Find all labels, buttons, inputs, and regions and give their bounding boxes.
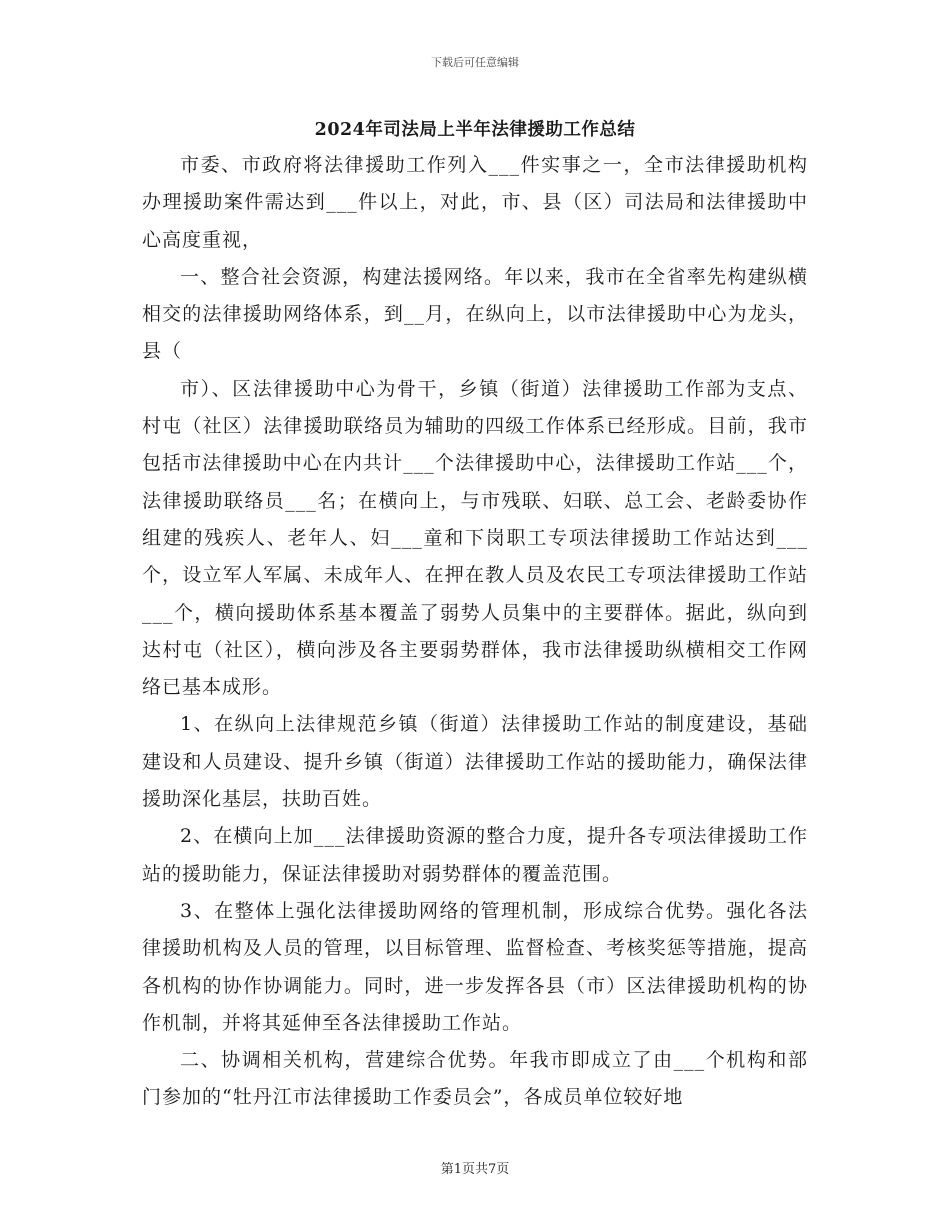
document-body bbox=[142, 147, 808, 1117]
paragraph-intro: 市委、市政府将法律援助工作列入___件实事之一，全市法律援助机构办理援助案件需达到___件以上，对此，市、县（区）司法局和法律援助中心高度重视， bbox=[142, 154, 808, 251]
paragraph-item-3: 3、在整体上强化法律援助网络的管理机制，形成综合优势。强化各法律援助机构及人员的管理，以目标管理、监督检查、考核奖惩等措施，提高各机构的协作协调能力。同时，进一步发挥各县（市）区法律援助机构的协作机制，并将其延伸至各法律援助工作站。 bbox=[142, 899, 808, 1034]
paragraph-section-1-continued: 市）、区法律援助中心为骨干，乡镇（街道）法律援助工作部为支点、村屯（社区）法律援助联络员为辅助的四级工作体系已经形成。目前，我市包括市法律援助中心在内共计___个法律援助中心，法律援助工作站___个，法律援助联络员___名；在横向上，与市残联、妇联、总工会、老龄委协作组建的残疾人、老年人、妇___童和下岗职工专项法律援助工作站达到___个，设立军人军属、未成年人、在押在教人员及农民工专项法律援助工作站___个，横向援助体系基本覆盖了弱势人员集中的主要群体。据此，纵向到达村屯（社区），横向涉及各主要弱势群体，我市法律援助纵横相交工作网络已基本成形。 bbox=[142, 377, 808, 699]
paragraph-section-2: 二、协调相关机构，营建综合优势。年我市即成立了由___个机构和部门参加的“牡丹江市法律援助工作委员会”，各成员单位较好地 bbox=[142, 1049, 808, 1109]
page-footer: 第1页共7页 bbox=[440, 1162, 510, 1177]
header-note: 下载后可任意编辑 bbox=[431, 56, 519, 69]
document-title: 2024年司法局上半年法律援助工作总结 bbox=[314, 120, 636, 140]
paragraph-section-1: 一、整合社会资源，构建法援网络。年以来，我市在全省率先构建纵横相交的法律援助网络体系，到__月，在纵向上，以市法律援助中心为龙头，县（ bbox=[142, 265, 808, 363]
paragraph-item-1: 1、在纵向上法律规范乡镇（街道）法律援助工作站的制度建设，基础建设和人员建设、提升乡镇（街道）法律援助工作站的援助能力，确保法律援助深化基层，扶助百姓。 bbox=[142, 713, 808, 811]
paragraph-item-2: 2、在横向上加___法律援助资源的整合力度，提升各专项法律援助工作站的援助能力，保证法律援助对弱势群体的覆盖范围。 bbox=[142, 825, 808, 885]
